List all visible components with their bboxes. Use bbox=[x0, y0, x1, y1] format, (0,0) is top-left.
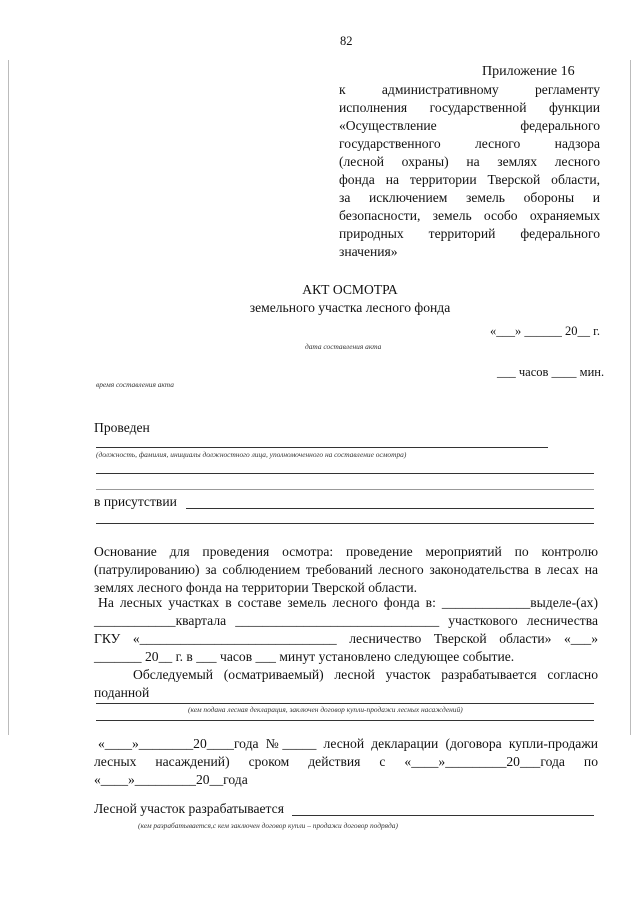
developed-label: Лесной участок разрабатывается bbox=[94, 801, 284, 816]
presence-line-2 bbox=[96, 523, 594, 524]
developed-line bbox=[292, 815, 594, 816]
act-subtitle: земельного участка лесного фонда bbox=[249, 300, 451, 315]
plots-line-4: _______ 20__ г. в ___ часов ___ минут установлено следующее событие. bbox=[94, 649, 515, 664]
date-caption: дата составления акта bbox=[305, 342, 382, 351]
appendix-line-7: за исключением земель обороны и bbox=[339, 190, 600, 205]
declaration-line bbox=[96, 703, 594, 704]
basis-line-3: землях лесного фонда на территории Тверской области. bbox=[94, 580, 418, 595]
appendix-last-line: значения» bbox=[339, 244, 398, 259]
official-line bbox=[96, 447, 548, 448]
official-caption: (должность, фамилия, инициалы должностного лица, уполномоченного на составление осмотра) bbox=[96, 450, 407, 459]
appendix-line-8: безопасности, земель особо охраняемых bbox=[339, 208, 600, 223]
time-caption: время составления акта bbox=[96, 380, 174, 389]
term-line-1: «____»________20____года №_____ лесной декларации (договора купли-продажи bbox=[98, 736, 598, 751]
appendix-line-5: (лесной охраны) на землях лесного bbox=[339, 154, 600, 169]
time-field: ___ часов ____ мин. bbox=[497, 365, 605, 379]
conducted-label: Проведен bbox=[94, 420, 150, 435]
declaration-line-2 bbox=[96, 720, 594, 721]
date-field: «___» ______ 20__ г. bbox=[490, 324, 600, 338]
appendix-line-6: фонда на территории Тверской области, bbox=[339, 172, 600, 187]
declaration-caption: (кем подана лесная декларация, заключен договор купли-продажи лесных насаждений) bbox=[188, 705, 463, 714]
act-title: АКТ ОСМОТРА bbox=[302, 282, 398, 297]
developed-caption: (кем разрабатывается,с кем заключен договор купли – продажи договор подряда) bbox=[138, 821, 398, 830]
presence-label: в присутствии bbox=[94, 494, 177, 509]
appendix-line-3: «Осуществление федерального bbox=[339, 118, 600, 133]
plots-line-1: На лесных участках в составе земель лесного фонда в: _____________выделе-(ах) bbox=[98, 595, 598, 610]
term-line-2: лесных насаждений) сроком действия с «____»_________20___года по bbox=[94, 754, 598, 769]
appendix-line-4: государственного лесного надзора bbox=[339, 136, 600, 151]
presence-line bbox=[186, 508, 594, 509]
appendix-line-9: природных территорий федерального bbox=[339, 226, 600, 241]
plots-line-3: ГКУ «_____________________________ лесничество Тверской области» «___» bbox=[94, 631, 598, 646]
submitted-word: поданной bbox=[94, 685, 150, 700]
surveyed-line: Обследуемый (осматриваемый) лесной участок разрабатывается согласно bbox=[133, 667, 598, 682]
appendix-title: Приложение 16 bbox=[482, 64, 575, 79]
appendix-line-2: исполнения государственной функции bbox=[339, 100, 600, 115]
appendix-line-1: к административному регламенту bbox=[339, 82, 600, 97]
term-line-3: «____»_________20__года bbox=[94, 772, 248, 787]
basis-line-1: Основание для проведения осмотра: проведение мероприятий по контролю bbox=[94, 544, 598, 559]
official-line-2 bbox=[96, 473, 594, 474]
plots-line-2: ____________квартала ______________________________ участкового лесничества bbox=[94, 613, 598, 628]
official-line-3 bbox=[96, 489, 594, 490]
scan-edge-right bbox=[630, 60, 631, 735]
page-number: 82 bbox=[340, 34, 353, 48]
basis-line-2: (патрулированию) за соблюдением требований лесного законодательства в лесах на bbox=[94, 562, 598, 577]
scan-edge-left bbox=[8, 60, 9, 735]
